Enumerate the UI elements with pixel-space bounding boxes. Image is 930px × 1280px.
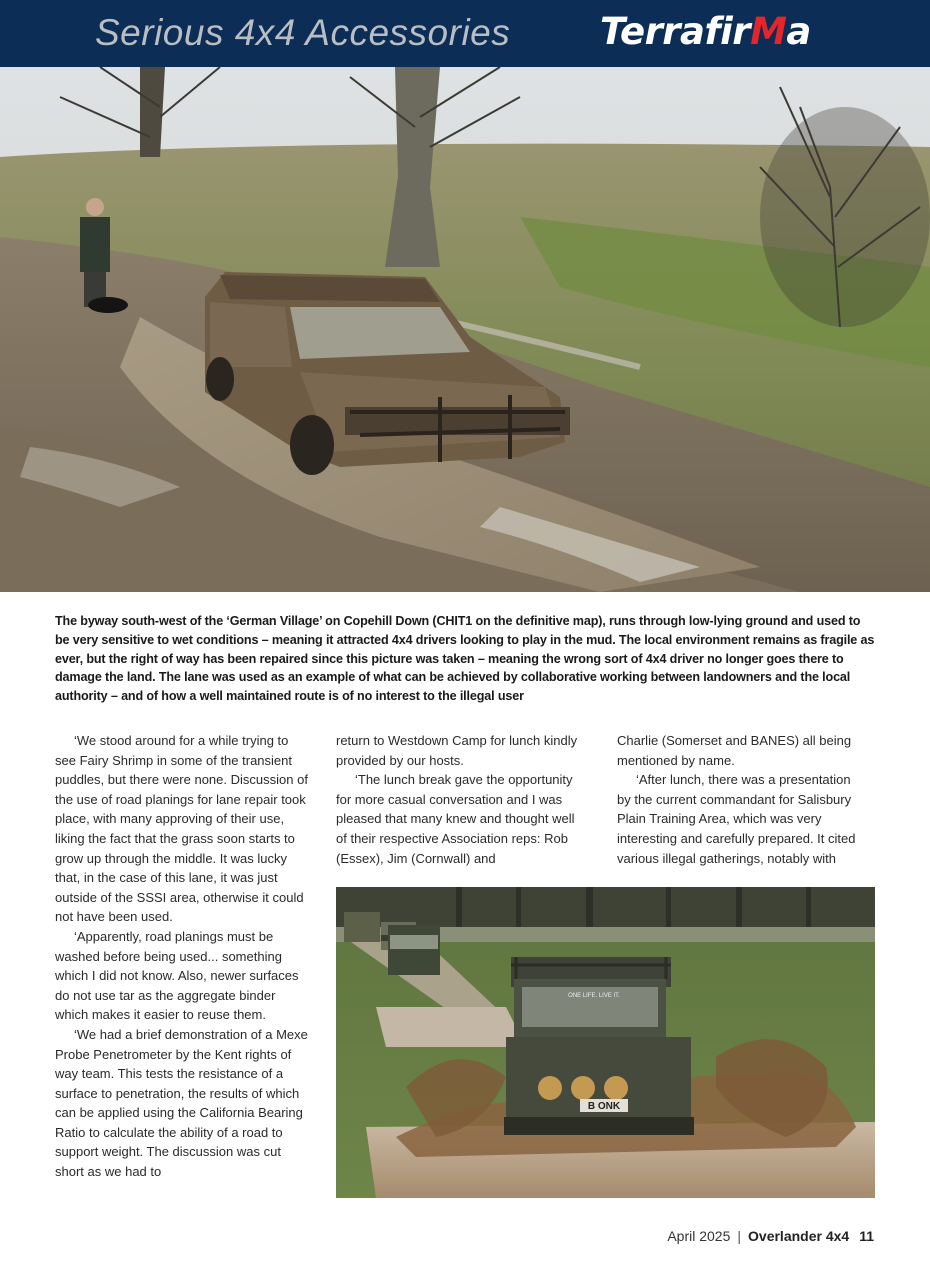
col3-paragraph-1: Charlie (Somerset and BANES) all being mentioned by name. xyxy=(617,733,852,768)
article-column-1 xyxy=(55,731,309,1182)
brand-logo xyxy=(600,10,811,53)
number-plate-text: B ONK xyxy=(587,1101,621,1112)
footer-separator: | xyxy=(737,1228,742,1244)
brand-logo-text-start: Terrafir xyxy=(600,10,751,53)
col1-paragraph-3: ‘We had a brief demonstration of a Mexe Probe Penetrometer by the Kent rights of way team. This tests the resistance of a surface to penetration, the results of which can be applied using the California Bearing Ratio to calculate the ability of a road to support weight. The discussion was cut short as we had to xyxy=(55,1026,308,1180)
page-footer xyxy=(667,1228,874,1244)
article-column-3 xyxy=(617,731,867,868)
windscreen-sticker-text: ONE LIFE. LIVE IT. xyxy=(568,993,620,999)
brand-logo-accent-letter: M xyxy=(750,10,787,53)
vehicle-defender xyxy=(504,957,694,1135)
col2-paragraph-2: ‘The lunch break gave the opportunity for more casual conversation and I was pleased that many knew and thought well of their respective Association reps: Rob (Essex), Jim (Cornwall) and xyxy=(336,772,575,866)
footer-date: April 2025 xyxy=(667,1228,731,1244)
footer-magazine-name: Overlander 4x4 xyxy=(748,1228,850,1244)
article-column-2 xyxy=(336,731,586,868)
landrover-discovery-in-mud-illustration xyxy=(0,67,930,592)
header-banner xyxy=(0,0,930,67)
col1-paragraph-2: ‘Apparently, road planings must be washed before being used... something which I did not know. Also, newer surfaces do not use tar as the aggregate binder which makes it easier to reuse them. xyxy=(55,928,299,1023)
col1-paragraph-1: ‘We stood around for a while trying to see Fairy Shrimp in some of the transient puddles, but there were none. Discussion of the use of road planings for lane repair took place, with many approving of their use, liking the fact that the grass soon starts to grow up through the middle. It was lucky that, in the case of this lane, it was just outside of the SSSI area, otherwise it could not have been used. xyxy=(55,733,308,925)
header-tagline: Serious 4x4 Accessories xyxy=(95,12,511,53)
col3-paragraph-2: ‘After lunch, there was a presentation by the current commandant for Salisbury Plain Training Area, which was very interesting and carefully prepared. It cited various illegal gatherings, notably with xyxy=(617,772,856,866)
footer-page-number: 11 xyxy=(859,1228,874,1244)
top-photo xyxy=(0,67,930,592)
landrover-defenders-water-splash-illustration xyxy=(336,887,875,1198)
photo-caption: The byway south-west of the ‘German Village’ on Copehill Down (CHIT1 on the definitive map), runs through low-lying ground and used to be very sensitive to wet conditions – meaning it attracted 4x4 drivers looking to play in the mud. The local environment remains as fragile as ever, but the right of way has been repaired since this picture was taken – meaning the wrong sort of 4x4 driver no longer goes there to damage the land. The lane was used as an example of what can be achieved by collaborative working between landowners and the local authority – and of how a well maintained route is of no interest to the illegal user xyxy=(55,614,875,704)
col2-paragraph-1: return to Westdown Camp for lunch kindly provided by our hosts. xyxy=(336,733,578,768)
brand-logo-text-end: a xyxy=(786,10,811,53)
bottom-photo xyxy=(336,887,875,1198)
